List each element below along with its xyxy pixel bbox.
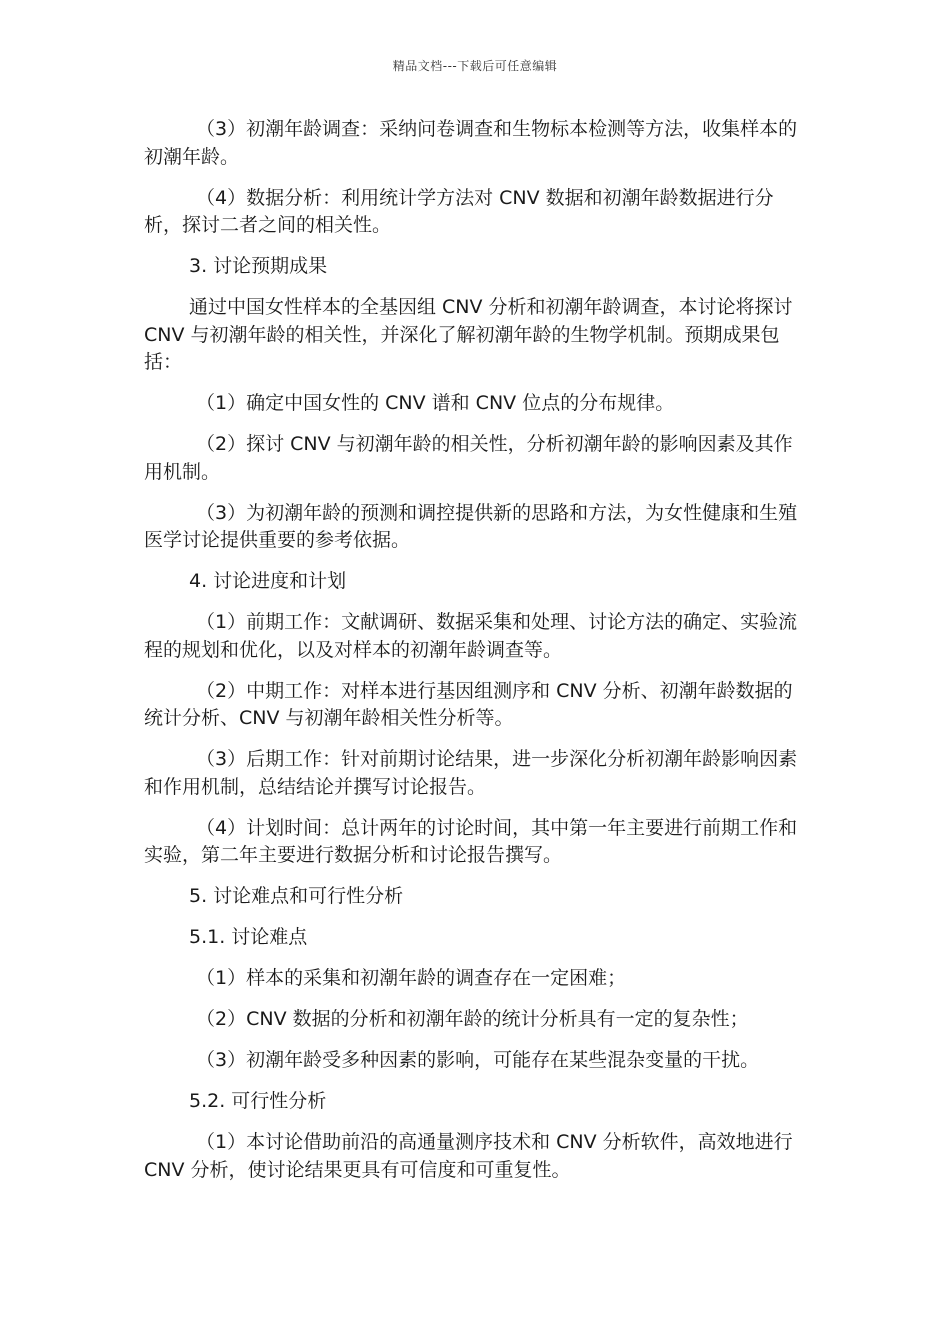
paragraph-item: （1）确定中国女性的 CNV 谱和 CNV 位点的分布规律。 — [196, 392, 675, 414]
paragraph-item: （1）本讨论借助前沿的高通量测序技术和 CNV 分析软件，高效地进行 CNV 分析，使讨论结果更具有可信度和可重复性。 — [144, 1131, 793, 1181]
section-heading: 5. 讨论难点和可行性分析 — [189, 885, 404, 907]
subsection-heading: 5.2. 可行性分析 — [189, 1090, 327, 1112]
paragraph-item: （3）后期工作：针对前期讨论结果，进一步深化分析初潮年龄影响因素和作用机制，总结结论并撰写讨论报告。 — [144, 748, 798, 798]
paragraph-item: （2）中期工作：对样本进行基因组测序和 CNV 分析、初潮年龄数据的统计分析、CNV 与初潮年龄相关性分析等。 — [144, 679, 793, 729]
document-body — [144, 116, 806, 1198]
paragraph-item: （1）前期工作：文献调研、数据采集和处理、讨论方法的确定、实验流程的规划和优化，以及对样本的初潮年龄调查等。 — [144, 611, 798, 661]
paragraph-item: （3）初潮年龄受多种因素的影响，可能存在某些混杂变量的干扰。 — [196, 1049, 760, 1071]
paragraph-item: （2）CNV 数据的分析和初潮年龄的统计分析具有一定的复杂性； — [196, 1008, 749, 1030]
subsection-heading: 5.1. 讨论难点 — [189, 926, 308, 948]
paragraph-item: （4）计划时间：总计两年的讨论时间，其中第一年主要进行前期工作和实验，第二年主要进行数据分析和讨论报告撰写。 — [144, 816, 798, 866]
section-heading: 3. 讨论预期成果 — [189, 255, 328, 277]
paragraph-item: （3）为初潮年龄的预测和调控提供新的思路和方法，为女性健康和生殖医学讨论提供重要的参考依据。 — [144, 501, 798, 551]
paragraph-item: （4）数据分析：利用统计学方法对 CNV 数据和初潮年龄数据进行分析，探讨二者之间的相关性。 — [144, 186, 774, 236]
section-heading: 4. 讨论进度和计划 — [189, 570, 347, 592]
paragraph-item: （3）初潮年龄调查：采纳问卷调查和生物标本检测等方法，收集样本的初潮年龄。 — [144, 118, 798, 168]
paragraph-item: （1）样本的采集和初潮年龄的调查存在一定困难； — [196, 967, 627, 989]
page-header: 精品文档---下载后可任意编辑 — [392, 59, 558, 73]
paragraph-body: 通过中国女性样本的全基因组 CNV 分析和初潮年龄调查，本讨论将探讨 CNV 与初潮年龄的相关性，并深化了解初潮年龄的生物学机制。预期成果包括： — [144, 296, 793, 373]
paragraph-item: （2）探讨 CNV 与初潮年龄的相关性，分析初潮年龄的影响因素及其作用机制。 — [144, 433, 793, 483]
